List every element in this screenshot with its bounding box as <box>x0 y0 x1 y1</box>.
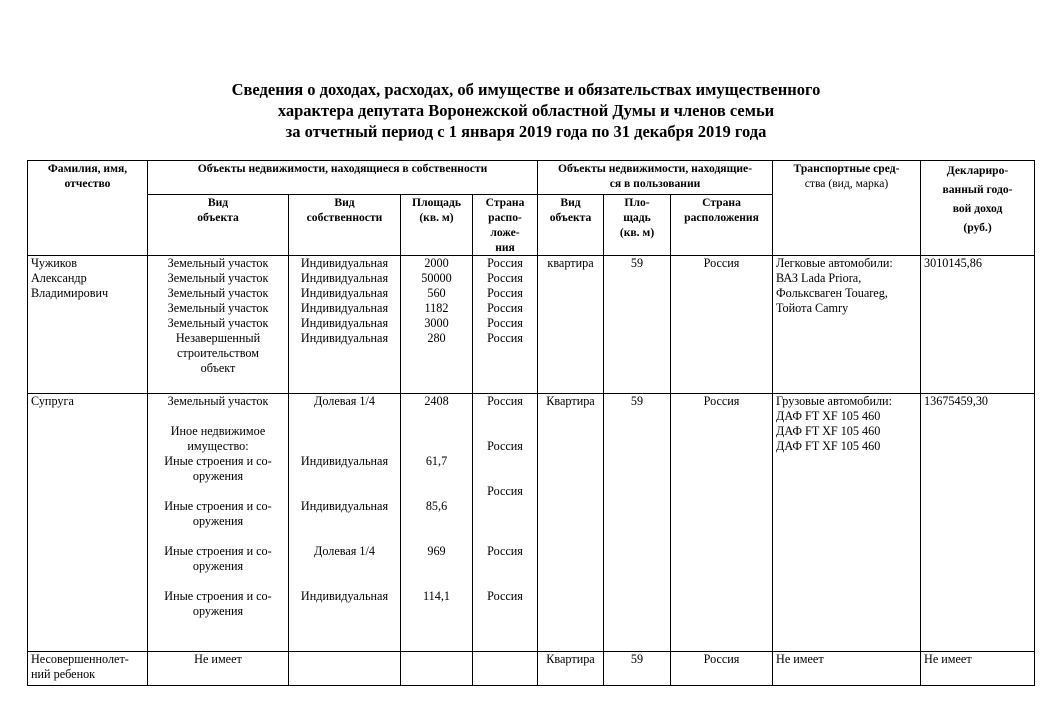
ownership-line: Индивидуальная <box>300 454 389 468</box>
header-owned-ownership <box>289 195 401 256</box>
name-line: Несовершеннолет- <box>31 652 129 666</box>
header-owned-type <box>148 195 289 256</box>
cell-transport <box>773 256 921 394</box>
cell-owned-area <box>401 394 473 652</box>
header-line: ложе- <box>490 226 520 239</box>
country-line: Россия <box>487 331 523 345</box>
cell-name: Супруга <box>28 394 148 652</box>
header-line: объекта <box>549 211 592 224</box>
cell-owned-ownership <box>289 652 401 686</box>
header-owned-group: Объекты недвижимости, находящиеся в собственности <box>148 161 538 195</box>
area-line: 61,7 <box>425 454 448 468</box>
header-line: Страна <box>702 196 741 209</box>
cell-owned-country <box>473 652 538 686</box>
header-name-line: Фамилия, имя, <box>47 162 128 175</box>
ownership-line: Индивидуальная <box>300 331 389 345</box>
cell-owned-type <box>148 256 289 394</box>
cell-owned-type <box>148 394 289 652</box>
header-income-line: вой доход <box>952 202 1003 215</box>
country-line: Россия <box>487 286 523 300</box>
cell-used-type: Квартира <box>538 652 604 686</box>
owned-type-line: Иные строения и со- <box>164 499 272 513</box>
header-line: собственности <box>306 211 383 224</box>
cell-owned-area <box>401 256 473 394</box>
header-line: распо- <box>488 211 522 224</box>
cell-used-country: Россия <box>671 394 773 652</box>
ownership-line: Индивидуальная <box>300 316 389 330</box>
declaration-table <box>27 160 1035 686</box>
country-line: Россия <box>487 256 523 270</box>
header-transport-line: ства (вид, марка) <box>804 177 889 190</box>
ownership-line: Индивидуальная <box>300 499 389 513</box>
header-line: объекта <box>197 211 239 224</box>
ownership-line: Индивидуальная <box>300 271 389 285</box>
cell-used-area: 59 <box>604 394 671 652</box>
area-line: 2408 <box>424 394 449 408</box>
title-line-2: характера депутата Воронежской областной Думы и членов семьи <box>277 101 775 120</box>
header-used-line: ся в пользовании <box>609 177 701 190</box>
ownership-line: Индивидуальная <box>300 589 389 603</box>
transport-line: ВАЗ Lada Priora, <box>776 271 862 285</box>
title-line-1: Сведения о доходах, расходах, об имуществе и обязательствах имущественного <box>231 80 821 99</box>
owned-type-line: Земельный участок <box>167 394 269 408</box>
header-line: (кв. м) <box>419 211 454 224</box>
country-line: Россия <box>487 301 523 315</box>
header-line: Вид <box>334 196 355 209</box>
owned-type-line: оружения <box>192 469 244 483</box>
ownership-line: Долевая 1/4 <box>314 394 375 408</box>
table-row <box>28 256 1035 394</box>
cell-used-country: Россия <box>671 256 773 394</box>
owned-type-line: оружения <box>192 514 244 528</box>
area-line: 1182 <box>424 301 449 315</box>
owned-type-line: Земельный участок <box>167 316 269 330</box>
header-income-line: ванный годо- <box>942 183 1013 196</box>
area-line: 85,6 <box>425 499 448 513</box>
header-income <box>921 161 1035 256</box>
cell-used-area: 59 <box>604 652 671 686</box>
cell-owned-ownership <box>289 394 401 652</box>
country-line: Россия <box>487 484 523 498</box>
owned-type-line: объект <box>200 361 236 375</box>
header-used-type <box>538 195 604 256</box>
header-line: (кв. м) <box>619 226 655 239</box>
area-line: 3000 <box>424 316 449 330</box>
transport-line: Фольксваген Touareg, <box>776 286 888 300</box>
country-line: Россия <box>487 316 523 330</box>
cell-used-area: 59 <box>604 256 671 394</box>
country-line: Россия <box>487 439 523 453</box>
header-name <box>28 161 148 256</box>
owned-type-line: Иные строения и со- <box>164 589 272 603</box>
owned-type-line: Земельный участок <box>167 301 269 315</box>
owned-type-line: Иные строения и со- <box>164 454 272 468</box>
header-line: расположения <box>684 211 759 224</box>
header-used-area <box>604 195 671 256</box>
header-line: Пло- <box>624 196 650 209</box>
name-line: ний ребенок <box>31 667 96 681</box>
area-line: 560 <box>427 286 446 300</box>
header-income-line: Деклариро- <box>946 164 1009 177</box>
owned-type-line: Земельный участок <box>167 271 269 285</box>
header-name-line: отчество <box>64 177 111 190</box>
header-transport <box>773 161 921 256</box>
header-row-1 <box>28 161 1035 195</box>
transport-line: Тойота Camry <box>776 301 849 315</box>
header-line: щадь <box>623 211 651 224</box>
cell-owned-type: Не имеет <box>148 652 289 686</box>
country-line: Россия <box>487 394 523 408</box>
document-title <box>0 79 1052 142</box>
header-transport-line: Транспортные сред- <box>793 162 900 175</box>
cell-transport: Не имеет <box>773 652 921 686</box>
header-owned-country <box>473 195 538 256</box>
area-line: 280 <box>427 331 446 345</box>
owned-type-line: оружения <box>192 559 244 573</box>
cell-owned-area <box>401 652 473 686</box>
cell-income: Не имеет <box>921 652 1035 686</box>
header-income-line: (руб.) <box>963 221 992 234</box>
cell-owned-country <box>473 256 538 394</box>
header-line: Вид <box>207 196 229 209</box>
transport-line: Легковые автомобили: <box>776 256 893 270</box>
country-line: Россия <box>487 589 523 603</box>
header-used-country <box>671 195 773 256</box>
cell-name <box>28 652 148 686</box>
country-line: Россия <box>487 271 523 285</box>
cell-used-type: Квартира <box>538 394 604 652</box>
owned-type-line: Иное недвижимое <box>170 424 266 438</box>
transport-line: ДАФ FT XF 105 460 <box>776 424 881 438</box>
area-line: 2000 <box>424 256 449 270</box>
owned-type-line: строительством <box>177 346 259 360</box>
cell-name <box>28 256 148 394</box>
owned-type-line: Иные строения и со- <box>164 544 272 558</box>
name-line: Владимирович <box>31 286 109 300</box>
ownership-line: Индивидуальная <box>300 301 389 315</box>
header-used-group <box>538 161 773 195</box>
ownership-line: Долевая 1/4 <box>314 544 375 558</box>
cell-owned-country <box>473 394 538 652</box>
cell-income: 13675459,30 <box>921 394 1035 652</box>
header-line: ния <box>495 241 515 254</box>
table-row <box>28 394 1035 652</box>
owned-type-line: Земельный участок <box>167 286 269 300</box>
cell-income: 3010145,86 <box>921 256 1035 394</box>
header-line: Страна <box>485 196 525 209</box>
header-used-line: Объекты недвижимости, находящие- <box>557 162 753 175</box>
transport-line: Грузовые автомобили: <box>776 394 892 408</box>
name-line: Чужиков <box>31 256 77 270</box>
area-line: 114,1 <box>423 589 450 603</box>
transport-line: ДАФ FT XF 105 460 <box>776 409 881 423</box>
cell-used-country: Россия <box>671 652 773 686</box>
header-owned-area <box>401 195 473 256</box>
area-line: 969 <box>427 544 446 558</box>
cell-owned-ownership <box>289 256 401 394</box>
cell-transport <box>773 394 921 652</box>
owned-type-line: Земельный участок <box>167 256 269 270</box>
owned-type-line: оружения <box>192 604 244 618</box>
area-line: 50000 <box>421 271 452 285</box>
transport-line: ДАФ FT XF 105 460 <box>776 439 881 453</box>
title-line-3: за отчетный период с 1 января 2019 года по 31 декабря 2019 года <box>285 122 767 141</box>
ownership-line: Индивидуальная <box>300 286 389 300</box>
ownership-line: Индивидуальная <box>300 256 389 270</box>
table-row <box>28 652 1035 686</box>
cell-used-type: квартира <box>538 256 604 394</box>
name-line: Александр <box>31 271 87 285</box>
country-line: Россия <box>487 544 523 558</box>
owned-type-line: Незавершенный <box>175 331 261 345</box>
owned-type-line: имущество: <box>187 439 249 453</box>
header-line: Площадь <box>412 196 461 209</box>
header-line: Вид <box>560 196 581 209</box>
